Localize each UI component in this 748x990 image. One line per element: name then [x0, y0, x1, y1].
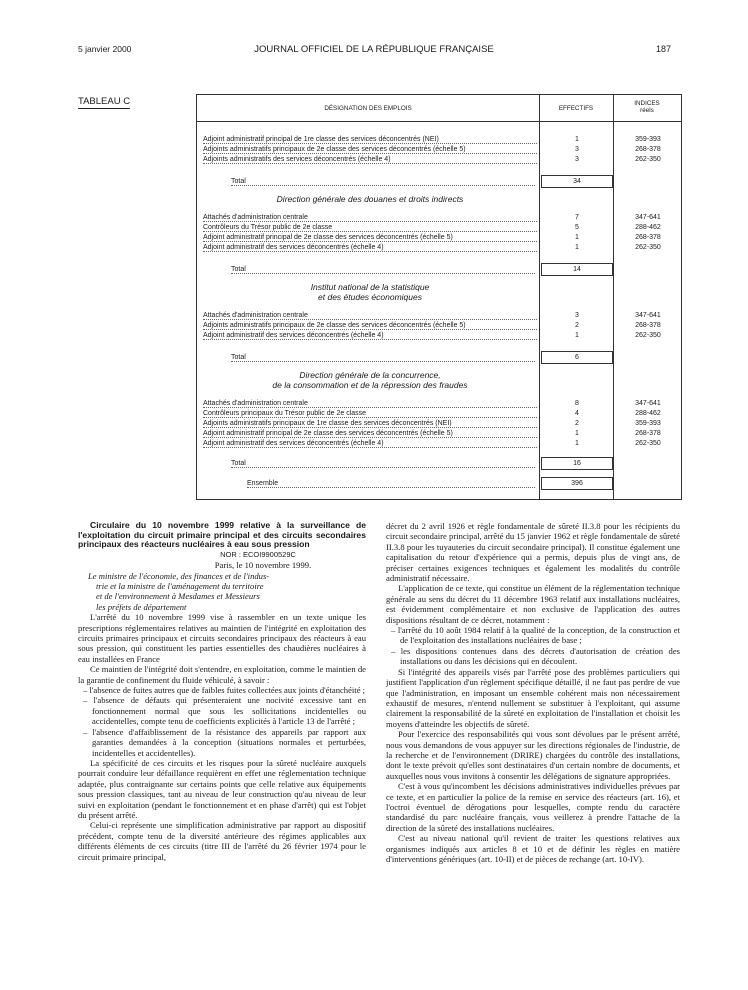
column-divider	[613, 95, 614, 499]
table-row-effectif: 3	[575, 146, 579, 153]
paragraph: Pour l'exercice des responsabilités qui vous sont dévolues par le présent arrêté, nous vous demandons de vous appuyer sur les directions régionales de l'industrie, de la recherche et de l'environnement (DRIRE) chargées du contrôle des installations, dont le texte prévoit qu'elles sont destinataires d'un certain nombre de documents, et auxquelles nous vous invitons à consentir les délégations de signature appropriées.	[386, 729, 680, 781]
section-heading: Institut national de la statistique	[310, 282, 430, 292]
table-row-indice: 268-378	[635, 322, 661, 329]
text-column-right	[386, 521, 680, 864]
table-row-indice: 347-641	[635, 214, 661, 221]
minister-line: et de l'environnement à Mesdames et Messieurs	[96, 591, 260, 602]
table-row-label: Contrôleurs du Trésor public de 2e classe	[203, 224, 333, 231]
table-row-indice: 288-462	[635, 410, 661, 417]
paragraph: L'arrêté du 10 novembre 1999 vise à rassembler en un texte unique les prescriptions réglementaires relatives au maintien de l'intégrité en exploitation des circuits primaires principaux et circuits secondaires principaux des réacteurs à eau sous pression, qui constituent les parties essentielles des chaudières nucléaires à eau installées en France	[78, 612, 366, 664]
table-row-label: Adjoints administratifs principaux de 2e classe des services déconcentrés (échelle 5)	[203, 146, 466, 153]
list-item: – l'absence de fuites autres que de faibles fuites collectées aux joints d'étanchéité ;	[83, 685, 366, 696]
text-column-left	[78, 521, 366, 862]
paragraph: La spécificité de ces circuits et les risques pour la sûreté nucléaire auxquels pourrait conduire leur défaillance requièrent en effet une réglementation technique adaptée, plus contraignante sur certains points que celle relative aux équipements sous pression classiques, tant au niveau de leur construction qu'au niveau de leur suivi en exploitation (pendant le fonctionnement et en phase d'arrêt) qui est l'objet du présent arrêté.	[78, 757, 366, 820]
table-row-indice: 262-350	[635, 156, 661, 163]
list-item: – l'absence d'affaiblissement de la résistance des appareils par rapport aux garanties demandées à la conception (situations normales et perturbées, incidentelles et accidentelles).	[83, 726, 366, 758]
page-header	[0, 44, 748, 58]
col-header-designation: DÉSIGNATION DES EMPLOIS	[324, 105, 412, 112]
place-date: Paris, le 10 novembre 1999.	[214, 560, 312, 571]
table-row-effectif: 1	[575, 440, 579, 447]
table-row-label: Attachés d'administration centrale	[203, 312, 308, 319]
table-row-effectif: 3	[575, 312, 579, 319]
paragraph: Ce maintien de l'intégrité doit s'entendre, en exploitation, comme le maintien de la garantie de confinement du fluide véhiculé, à savoir :	[78, 664, 366, 685]
header-date: 5 janvier 2000	[78, 44, 132, 54]
employment-table	[196, 94, 682, 500]
table-row-indice: 359-393	[635, 136, 661, 143]
table-row-label: Adjoint administratif des services déconcentrés (échelle 4)	[203, 332, 384, 339]
table-row-effectif: 1	[575, 332, 579, 339]
paragraph: C'est au niveau national qu'il revient de traiter les questions relatives aux organismes indiqués aux articles 8 et 10 et de définir les règles en matière d'interventions génériques (art. 10-II) et de pièces de rechange (art. 10-IV).	[386, 833, 680, 864]
paragraph: L'application de ce texte, qui constitue un élément de la réglementation technique générale au sens du décret du 11 décembre 1963 relatif aux installations nucléaires, est évidemment complémentaire et non exclusive de l'application des autres dispositions résultant de ce décret, notamment :	[386, 583, 680, 625]
column-divider	[539, 95, 540, 499]
list-item: – les dispositions contenues dans des décrets d'autorisation de création des installations ou dans les décisions qui en découlent.	[391, 645, 680, 667]
header-divider	[197, 121, 681, 122]
table-row-label: Adjoint administratif principal de 2e classe des services déconcentrés (échelle 5)	[203, 234, 453, 241]
table-label: TABLEAU C	[78, 96, 131, 107]
col-header-effectifs: EFFECTIFS	[558, 105, 594, 112]
table-row-label: Attachés d'administration centrale	[203, 214, 308, 221]
paragraph: C'est à vous qu'incombent les décisions administratives individuelles prévues par ce texte, et en particulier la police de la remise en service des réacteurs (art. 16), et l'octroi éventuel de dérogations pour lesquelles, compte rendu du caractère standardisé du parc nucléaire français, vous veillerez à prendre l'attache de la direction de la sûreté des installations nucléaires.	[386, 781, 680, 833]
table-row-label: Contrôleurs principaux du Trésor public de 2e classe	[203, 410, 367, 417]
section-heading: et des études économiques	[318, 292, 422, 302]
list-item: – l'arrêté du 10 août 1984 relatif à la qualité de la conception, de la construction et de l'exploitation des installations nucléaires de base ;	[391, 625, 680, 646]
table-row-effectif: 2	[575, 420, 579, 427]
table-row-indice: 268-378	[635, 234, 661, 241]
ensemble-value: 396	[541, 477, 613, 490]
nor-reference: NOR : ECOI9900529C	[220, 549, 296, 559]
col-header-indices-sub: réels	[640, 107, 654, 114]
table-row-effectif: 1	[575, 430, 579, 437]
table-row-label: Adjoint administratif des services déconcentrés (échelle 4)	[203, 244, 384, 251]
list-item: – l'absence de défauts qui présenteraient une nocivité excessive tant en fonctionnement normal que sous les sollicitations incidentelles ou accidentelles, compte tenu de coefficients explicités à l'article 13 de l'arrêté ;	[83, 695, 366, 727]
table-row-label: Adjoint administratif principal de 2e classe des services déconcentrés (échelle 5)	[203, 430, 453, 437]
col-header-indices: INDICES	[634, 100, 660, 107]
table-row-indice: 262-350	[635, 440, 661, 447]
table-row-label: Adjoint administratif des services déconcentrés (échelle 4)	[203, 440, 384, 447]
paragraph: Celui-ci représente une simplification administrative par rapport au dispositif précédent, compte tenu de la diversité antérieure des régimes applicables aux différents éléments de ces circuits (titre III de l'arrêté du 26 février 1974 pour le circuit primaire principal,	[78, 820, 366, 862]
header-journal-title: JOURNAL OFFICIEL DE LA RÉPUBLIQUE FRANÇAISE	[254, 44, 494, 55]
total-label: Total	[231, 266, 246, 273]
table-row-indice: 347-641	[635, 400, 661, 407]
section-heading: Direction générale des douanes et droits indirects	[276, 194, 464, 204]
table-row-indice: 262-350	[635, 332, 661, 339]
minister-line: les préfets de département	[96, 601, 187, 612]
paragraph: Si l'intégrité des appareils visés par l'arrêté pose des problèmes particuliers qui justifient l'application d'un règlement spécifique détaillé, il ne faut pas perdre de vue que l'administration, en imposant un ensemble cohérent mais non nécessairement exhaustif de mesures, n'entend nullement se substituer à l'exploitant, qui assume clairement la responsabilité de la sûreté en exploitation de l'installation et choisit les moyens d'atteindre les objectifs de sûreté.	[386, 666, 680, 729]
total-value: 34	[541, 175, 613, 188]
table-row-effectif: 4	[575, 410, 579, 417]
table-row-label: Adjoint administratif principal de 1re classe des services déconcentrés (NEI)	[203, 136, 439, 143]
total-label: Total	[231, 178, 246, 185]
section-heading: Direction générale de la concurrence,	[299, 370, 441, 380]
table-row-effectif: 1	[575, 234, 579, 241]
minister-line: trie et la ministre de l'aménagement du territoire	[96, 581, 264, 591]
table-row-effectif: 8	[575, 400, 579, 407]
table-row-effectif: 5	[575, 224, 579, 231]
table-row-effectif: 3	[575, 156, 579, 163]
table-row-label: Adjoints administratifs des services déconcentrés (échelle 4)	[203, 156, 391, 163]
table-row-indice: 288-462	[635, 224, 661, 231]
table-row-effectif: 1	[575, 244, 579, 251]
table-row-label: Adjoints administratifs principaux de 2e classe des services déconcentrés (échelle 5)	[203, 322, 466, 329]
total-value: 16	[541, 457, 613, 470]
total-value: 14	[541, 263, 613, 276]
table-row-indice: 359-393	[635, 420, 661, 427]
section-heading: de la consommation et de la répression des fraudes	[272, 380, 468, 390]
table-row-effectif: 1	[575, 136, 579, 143]
total-value: 6	[541, 351, 613, 364]
table-row-effectif: 2	[575, 322, 579, 329]
total-label: Total	[231, 354, 246, 361]
table-row-indice: 268-378	[635, 430, 661, 437]
table-row-indice: 268-378	[635, 146, 661, 153]
table-row-indice: 262-350	[635, 244, 661, 251]
table-row-label: Adjoints administratifs principaux de 1re classe des services déconcentrés (NEI)	[203, 420, 452, 427]
total-label: Total	[231, 460, 246, 467]
table-row-label: Attachés d'administration centrale	[203, 400, 308, 407]
ensemble-label: Ensemble	[247, 480, 279, 487]
header-page-number: 187	[656, 44, 672, 54]
minister-address	[78, 571, 366, 613]
table-row-effectif: 7	[575, 214, 579, 221]
table-row-indice: 347-641	[635, 312, 661, 319]
minister-line: Le ministre de l'économie, des finances et de l'indus-	[88, 570, 270, 581]
paragraph: décret du 2 avril 1926 et règle fondamentale de sûreté II.3.8 pour les récipients du circuit secondaire principal, arrêté du 15 janvier 1962 et règle fondamentale de sûreté II.3.8 pour les tuyauteries du circuit secondaire principal). Il constitue également une capitalisation du retour d'expérience qui a permis, depuis plus de vingt ans, de préciser certaines exigences techniques et également les modalités du contrôle administratif nécessaire.	[386, 521, 680, 584]
circular-title: Circulaire du 10 novembre 1999 relative à la surveillance de l'exploitation du circuit primaire principal et des circuits secondaires principaux des réacteurs nucléaires à eau sous pression	[78, 520, 366, 550]
